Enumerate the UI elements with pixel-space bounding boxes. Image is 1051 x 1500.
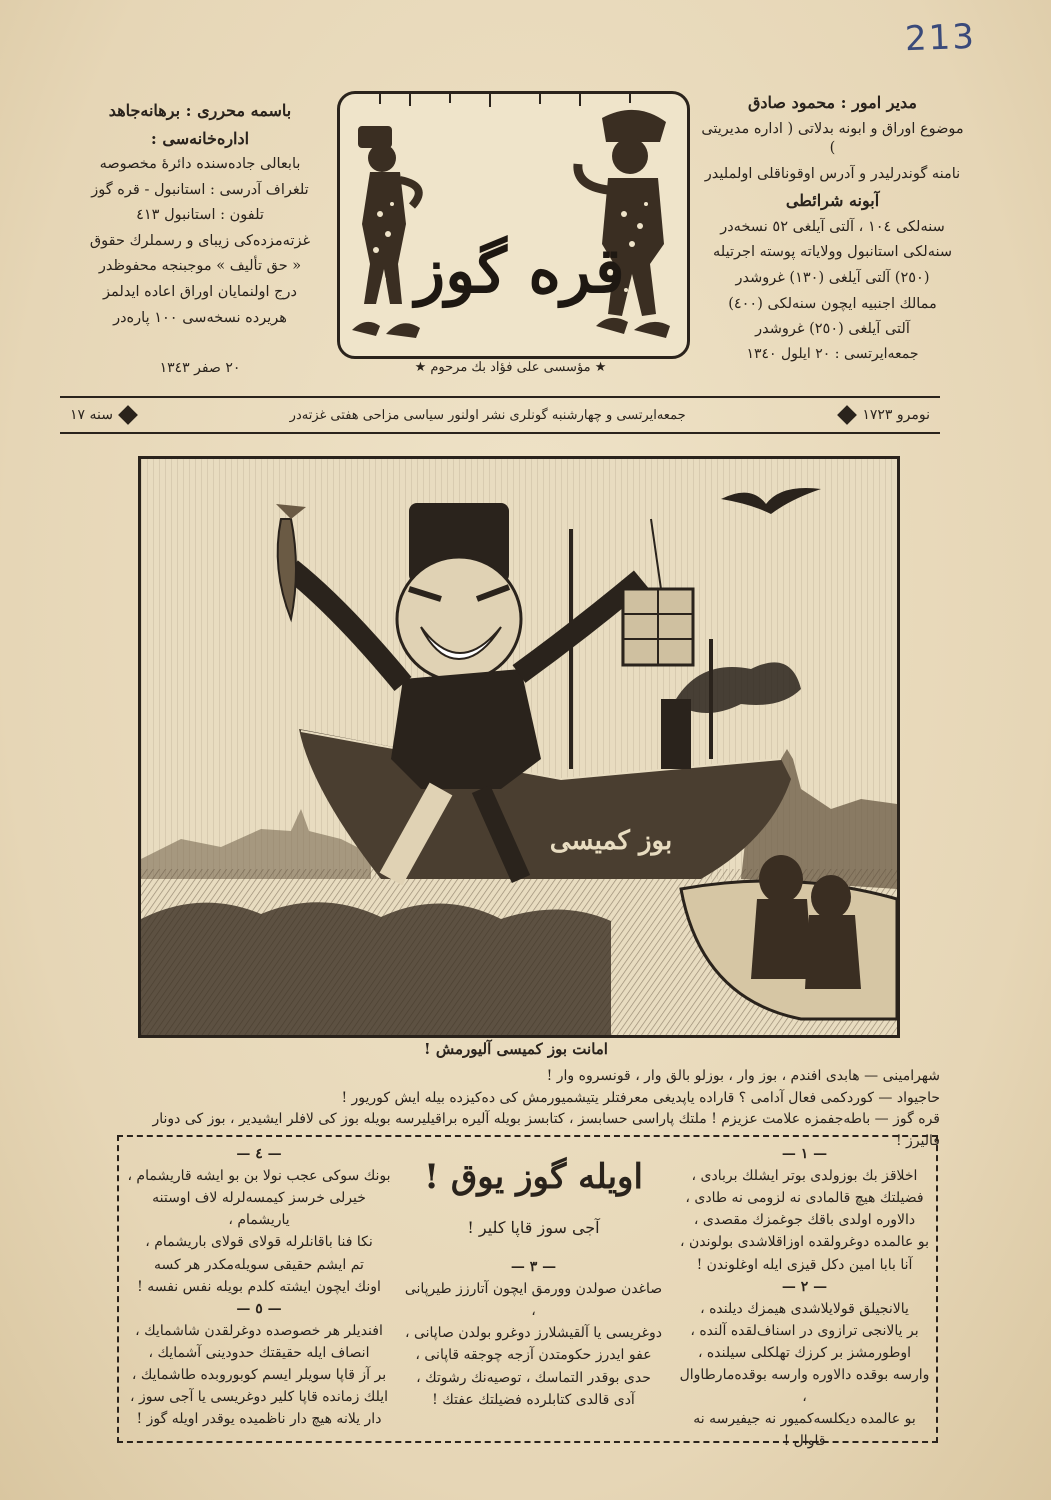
masthead-right-column (700, 92, 965, 346)
dialog-line: قره گوز — باطه‌جفمزه علامت عزیزم ! ملتك پاراسی حسابسز ، کتابسز بویله آلیره براقیلیرسه بویله بوز کی لافلر ایشیدیر ، بوز کی دونار قالیرز ! (152, 1111, 940, 1150)
dialog-line: حاجیواد — کوردکمی فعال آدامی ؟ قاراده یاپدیغی معرفتلر یتیشمیورمش کی ده‌کیزده بیله ایش کوریور ! (341, 1089, 940, 1106)
masthead-title-box (337, 91, 690, 359)
verse-line: انصاف ایله حقیقتك حدودینی آشمایك ، (148, 1344, 370, 1361)
masthead-title: قره گوز (415, 234, 625, 307)
subscription-line-3: (٢٥٠) آلتی آیلغی (١٣٠) غروشدر (735, 270, 930, 286)
letters-line-1: موضوع اوراق و ابونه بدلاتی ( اداره مدیریتی ) (701, 120, 964, 157)
masthead-left-column (70, 100, 330, 334)
poem-column-middle (401, 1143, 666, 1411)
poem-column-left (125, 1143, 393, 1430)
section-number: — ٣ — (510, 1258, 557, 1275)
director-line: مدیر امور : محمود صادق (748, 93, 917, 112)
cartoon-caption: امانت بوز کمیسی آلیورمش ! (424, 1040, 608, 1058)
archive-number: 213 (904, 16, 977, 60)
publication-year: سنه ١٧ (70, 407, 113, 423)
verse-line: اوطورمشز بر کرزك تهلکلی سیلنده ، (697, 1344, 912, 1361)
verse-line: بو عالمده دوغرولقده اوزاقلاشدی بولوندن ، (680, 1234, 929, 1251)
verse-line: بو عالمده دیکلسه‌کمیور نه جیفیرسه نه قاوال ! (693, 1411, 916, 1450)
verse-line: ایلك زمانده قاپا کلیر دوغریسی یا آجی سوز ، (129, 1389, 388, 1406)
issue-price: هریرده نسخه‌سی ١٠٠ پاره‌در (113, 309, 287, 326)
poem-column-right (677, 1143, 932, 1453)
header-rule-top (60, 396, 940, 398)
subscription-line-4: ممالك اجنبیه ایچون سنه‌لکی (٤٠٠) (728, 295, 937, 312)
verse-line: اخلاقز بك بوزولدی بوتر ایشلك بربادی ، (691, 1168, 918, 1185)
ornament-icon (837, 405, 857, 425)
rights-line-1: غزته‌مزده‌کی زیبای و رسملرك حقوق (89, 232, 311, 249)
verse-line: بونك سوکی عجب نولا بن بو ایشه قاریشمام ، (127, 1168, 391, 1185)
office-label: اداره‌خانه‌سی : (150, 128, 250, 148)
verse-line: عفو ایدرز حکومتدن آزجه چوجقه قاپانی ، (415, 1347, 652, 1364)
issue-number: نومرو ١٧٢٣ (862, 407, 930, 423)
shadow-puppets-illustration (340, 94, 687, 356)
subscription-line-1: سنه‌لکی ١٠٤ ، آلتی آیلغی ٥٢ نسخه‌در (720, 218, 945, 235)
poem-title: اویله گوز یوق ! (424, 1157, 643, 1197)
verse-line: نکا فنا باقانلرله قولای قولای باریشمام ، (145, 1234, 373, 1251)
ornament-icon (118, 405, 138, 425)
poem-box (117, 1135, 938, 1450)
telegraph-address: تلغراف آدرسی : استانبول - قره گوز (91, 181, 309, 198)
verse-line: اونك ایچون ایشته کلدم بویله نفس نفسه ! (137, 1278, 381, 1295)
verse-line: فضیلتك هیچ قالمادی نه لزومی نه طادی ، (685, 1190, 924, 1207)
founder-line: ★ مؤسسی علی فؤاد بك مرحوم ★ (414, 360, 607, 375)
verse-line: دار یلانه هیچ دار ناظمیده یوقدر اویله گوز ! (136, 1411, 382, 1428)
subscription-line-5: آلتی آیلغی (٢٥٠) غروشدر (755, 321, 910, 338)
returns-note: درج اولنمایان اوراق اعاده ایدلمز (103, 284, 297, 300)
verse-line: دوغریسی یا آلقیشلارز دوغرو بولدن صاپانی ، (404, 1325, 662, 1342)
hijri-date: ٢٠ صفر ١٣٤٣ (159, 360, 241, 376)
poem-subtitle: آجی سوز قاپا کلیر ! (467, 1217, 600, 1237)
verse-line: آدی قالدی کتابلرده فضیلتك عفتك ! (432, 1391, 635, 1408)
subscription-title: آبونه شرائطی (785, 191, 880, 211)
phone-number: تلفون : استانبول ٤١٣ (136, 207, 264, 224)
section-number: — ١ — (781, 1146, 828, 1162)
verse-line: حدی بوقدر التماسك ، توصیه‌نك رشوتك ، (416, 1369, 651, 1386)
section-number: — ٥ — (236, 1300, 282, 1317)
owner-line: باسمه محرری : برهانه‌جاهد (108, 101, 292, 120)
issue-band (70, 404, 930, 426)
publication-description: جمعه‌ایرتسی و چهارشنبه گونلری نشر اولنور سیاسی مزاحی هفتی غزته‌در (289, 407, 686, 423)
verse-line: صاغدن صولدن وورمق ایچون آتارزز طیرپانی ، (404, 1281, 663, 1320)
rumi-date: جمعه‌ایرتسی : ٢٠ ایلول ١٣٤٠ (746, 346, 919, 362)
verse-line: یالانجیلق قولایلاشدی هیمزك دیلنده ، (700, 1300, 909, 1317)
verse-line: بر آز قاپا سویلر ایسم کوبوروبده طاشمایك ، (131, 1367, 387, 1384)
verse-line: خیرلی خرسز کیمسه‌لرله لاف اوستنه یاریشمام ، (152, 1190, 366, 1229)
cartoon-drawing (141, 459, 897, 1035)
cartoon-illustration (138, 456, 900, 1038)
office-address: بابعالی جاده‌سنده دائرۀ مخصوصه (99, 156, 301, 173)
rights-line-2: « حق تألیف » موجبنجه محفوظدر (98, 258, 302, 275)
dialog-line: شهرامینی — هابدی افندم ، بوز وار ، بوزلو بالق وار ، قونسروه وار ! (546, 1068, 940, 1084)
verse-line: بر یالانجی ترازوی در اسناف‌لقده آلنده ، (690, 1322, 919, 1339)
verse-line: وارسه بوقده دالاوره وارسه بوقده‌مارطاوال ، (679, 1367, 930, 1406)
letters-line-2: نامنه گوندرلیدر و آدرس اوقوناقلی اولملیدر (704, 165, 961, 182)
waves (141, 902, 611, 1035)
verse-line: افندیلر هر خصوصده دوغرلقدن شاشمایك ، (135, 1322, 383, 1339)
section-number: — ٤ — (236, 1146, 282, 1162)
verse-line: دالاوره اولدی باقك جوغمزك مقصدی ، (693, 1212, 916, 1229)
ship-funnel (661, 699, 691, 769)
verse-line: آنا بابا امین دکل قیزی ایله اوغلوندن ! (696, 1256, 913, 1273)
subscription-line-2: سنه‌لکی استانبول وولایاته پوسته اجرتیله (713, 244, 952, 261)
header-rule-bottom (60, 432, 940, 434)
section-number: — ٢ — (781, 1278, 828, 1295)
verse-line: تم ایشم حقیقی سویله‌مکدر هر کسه (154, 1256, 364, 1273)
ship-name-label: بوز کمیسی (549, 826, 673, 856)
